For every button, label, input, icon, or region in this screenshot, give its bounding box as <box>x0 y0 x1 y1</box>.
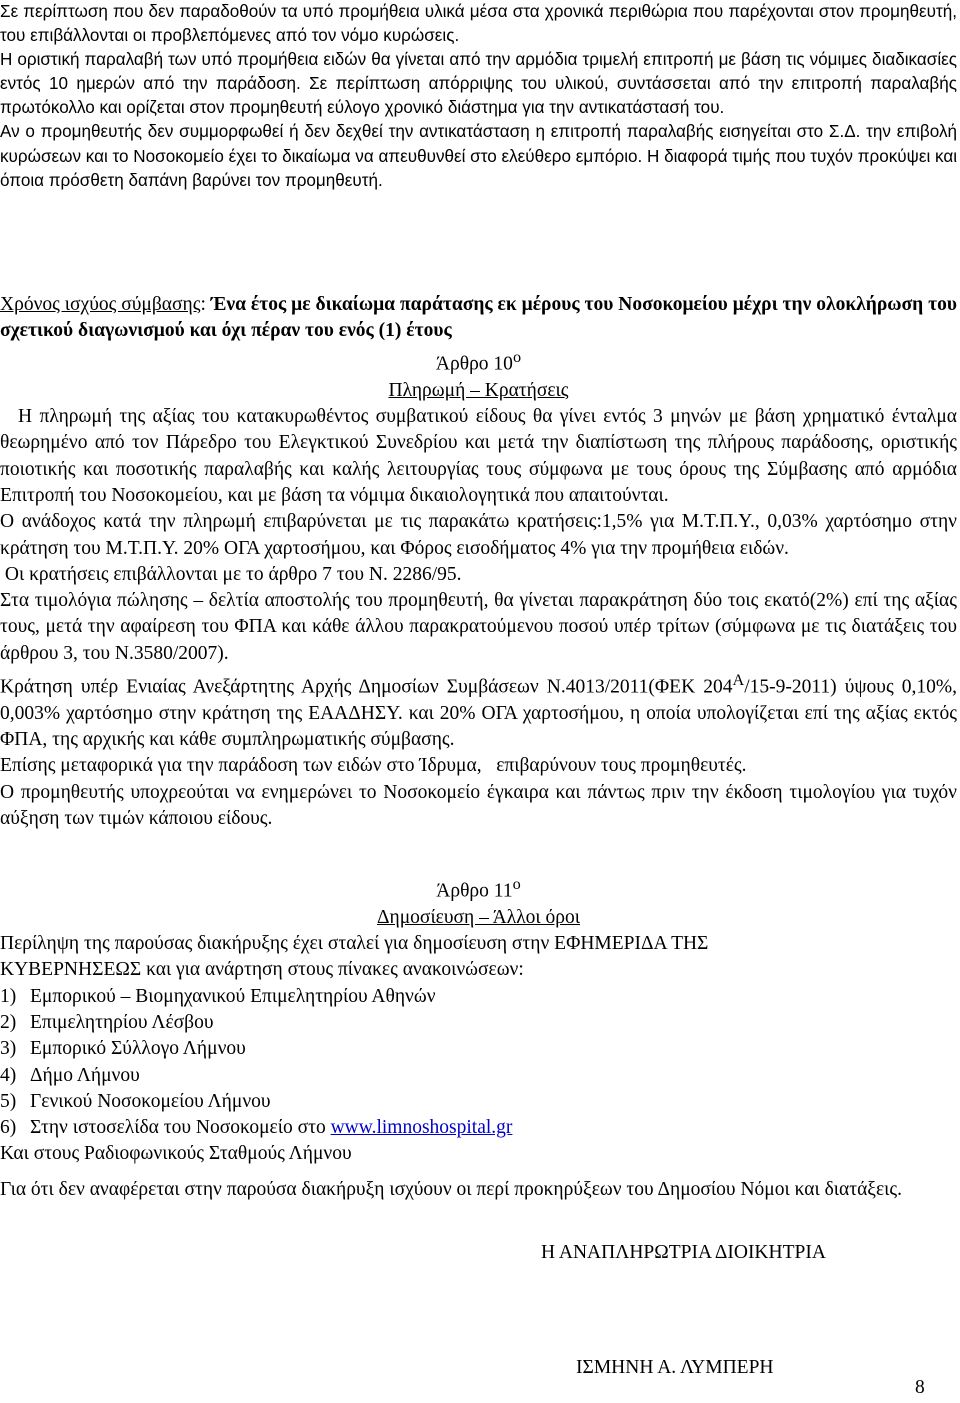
page-number: 8 <box>915 1377 925 1398</box>
publication-intro-line-2: ΚΥΒΕΡΝΗΣΕΩΣ και για ανάρτηση στους πίνακες ανακοινώσεων: <box>0 959 524 981</box>
radio-stations-line: Και στους Ραδιοφωνικούς Σταθμούς Λήμνου <box>0 1143 352 1165</box>
article-11-title: Άρθρο $11^o$ <box>436 875 521 902</box>
list-item: 3) Εμπορικό Σύλλογο Λήμνου <box>0 1038 246 1060</box>
publication-intro-line-1: Περίληψη της παρούσας διακήρυξης έχει σταλεί για δημοσίευση στην ΕΦΗΜΕΡΙΔΑ ΤΗΣ <box>0 933 709 955</box>
contract-duration-paragraph: Χρόνος ισχύος σύμβασης: Ένα έτος με δικαίωμα παράτασης εκ μέρους του Νοσοκομείου μέχρι την ολοκλήρωση του σχετικού διαγωνισμού και όχι πέραν του ενός (1) έτους <box>0 294 957 342</box>
price-notice-paragraph: Ο προμηθευτής υποχρεούται να ενημερώνει το Νοσοκομείο έγκαιρα και πάντως πριν την έκδοση τιμολογίου για τυχόν αύξηση των τιμών κάποιου είδους. <box>0 781 957 830</box>
contract-duration-text: Ένα έτος με δικαίωμα παράτασης εκ μέρους του Νοσοκομείου μέχρι την ολοκλήρωση του σχετικού διαγωνισμού και όχι πέραν του ενός (1) έτους <box>0 294 957 342</box>
list-item: 5) Γενικού Νοσοκομείου Λήμνου <box>0 1090 271 1112</box>
publication-list <box>0 984 957 1142</box>
final-provisions-paragraph: Για ότι δεν αναφέρεται στην παρούσα διακήρυξη ισχύουν οι περί προκηρύξεων του Δημοσίου Νόμοι και διατάξεις. <box>0 1179 903 1200</box>
payment-paragraph: Η πληρωμή της αξίας του κατακυρωθέντος συμβατικού είδους θα γίνει εντός 3 μηνών με βάση χρηματικό ένταλμα θεωρημένο από τον Πάρεδρο του Ελεγκτικού Συνεδρίου και μετά την διαπίστωση της πλήρους παράδοσης, οριστικής ποιοτικής και ποσοτικής παραλαβής και καλής λειτουργίας τους σύμφωνα με τους όρους της Σύμβασης από αρμόδια Επιτροπή του Νοσοκομείου, και με βάση τα νόμιμα δικαιολογητικά που απαιτούνται. <box>0 406 957 506</box>
authority-deduction-paragraph: Κράτηση υπέρ Ενιαίας Ανεξάρτητης Αρχής Δημοσίων Συμβάσεων Ν.4013/2011(ΦΕΚ $204^A/15-9-2011$) ύψους 0,10%, 0,003% χαρτόσημο στην κράτηση της ΕΑΑΔΗΣΥ. και 20% ΟΓΑ χαρτοσήμου, η οποία υπολογίζεται επί της αξίας εκτός ΦΠΑ, της αρχικής και κάθε συμπληρωματικής σύμβασης. <box>0 671 957 751</box>
signature-name: ΙΣΜΗΝΗ Α. ΛΥΜΠΕΡΗ <box>576 1357 774 1378</box>
contract-duration-label: Χρόνος ισχύος σύμβασης <box>0 294 201 315</box>
non-compliance-paragraph: Αν ο προμηθευτής δεν συμμορφωθεί ή δεν δεχθεί την αντικατάσταση η επιτροπή παραλαβής εισηγείται στο Σ.Δ. την επιβολή κυρώσεων και το Νοσοκομείο έχει το δικαίωμα να απευθυνθεί στο ελεύθερο εμπόριο. Η διαφορά τιμής που τυχόν προκύψει και όποια πρόσθετη δαπάνη βαρύνει τον προμηθευτή. <box>0 122 958 190</box>
article-10-title: Άρθρο $10^o$ <box>435 348 522 375</box>
list-item: 2) Επιμελητηρίου Λέσβου <box>0 1011 214 1033</box>
acceptance-paragraph: Η οριστική παραλαβή των υπό προμήθεια ειδών θα γίνεται από την αρμόδια τριμελή επιτροπή με βάση τις νόμιμες διαδικασίες εντός 10 ημερών από την παράδοση. Σε περίπτωση απόρριψης του υλικού, συντάσσεται από την επιτροπή παραλαβής πρωτόκολλο και ορίζεται στον προμηθευτή εύλογο χρονικό διάστημα για την αντικατάστασή του. <box>0 50 957 118</box>
signature-role: Η ΑΝΑΠΛΗΡΩΤΡΙΑ ΔΙΟΙΚΗΤΡΙΑ <box>541 1242 826 1263</box>
hospital-website-link[interactable]: www.limnoshospital.gr <box>330 1117 513 1139</box>
transport-paragraph: Επίσης μεταφορικά για την παράδοση των ειδών στο Ίδρυμα, επιβαρύνουν τους προμηθευτές. <box>0 755 747 777</box>
contract-duration-block <box>0 292 957 345</box>
delivery-terms-block <box>0 0 957 193</box>
list-item: 6) Στην ιστοσελίδα του Νοσοκομείο στο www.limnoshospital.gr <box>0 1117 513 1139</box>
deductions-law-paragraph: Οι κρατήσεις επιβάλλονται με το άρθρο 7 του Ν. 2286/95. <box>0 563 462 585</box>
list-item: 4) Δήμο Λήμνου <box>0 1064 140 1086</box>
deductions-paragraph: Ο ανάδοχος κατά την πληρωμή επιβαρύνεται με τις παρακάτω κρατήσεις:1,5% για Μ.Τ.Π.Υ., 0,03% χαρτόσημο στην κράτηση του Μ.Τ.Π.Υ. 20% ΟΓΑ χαρτοσήμου, και Φόρος εισοδήματος 4% για την προμήθεια ειδών. <box>0 511 957 559</box>
article-11 <box>0 871 957 1168</box>
article-10 <box>0 344 957 832</box>
late-delivery-paragraph: Σε περίπτωση που δεν παραδοθούν τα υπό προμήθεια υλικά μέσα στα χρονικά περιθώρια που παρέχονται στον προμηθευτή, του επιβάλλονται οι προβλεπόμενες από τον νόμο κυρώσεις. <box>0 2 957 46</box>
invoice-withholding-paragraph: Στα τιμολόγια πώλησης – δελτία αποστολής του προμηθευτή, θα γίνεται παρακράτηση δύο τοις εκατό(2%) επί της αξίας τους, μετά την αφαίρεση του ΦΠΑ και κάθε άλλου παρακρατούμενου ποσού υπέρ τρίτων (σύμφωνα με τις διατάξεις του άρθρου 3, του Ν.3580/2007). <box>0 590 957 664</box>
article-10-subtitle: Πληρωμή – Κρατήσεις <box>388 379 569 401</box>
article-11-subtitle: Δημοσίευση – Άλλοι όροι <box>376 906 581 928</box>
list-item: 1) Εμπορικού – Βιομηχανικού Επιμελητηρίου Αθηνών <box>0 985 436 1007</box>
